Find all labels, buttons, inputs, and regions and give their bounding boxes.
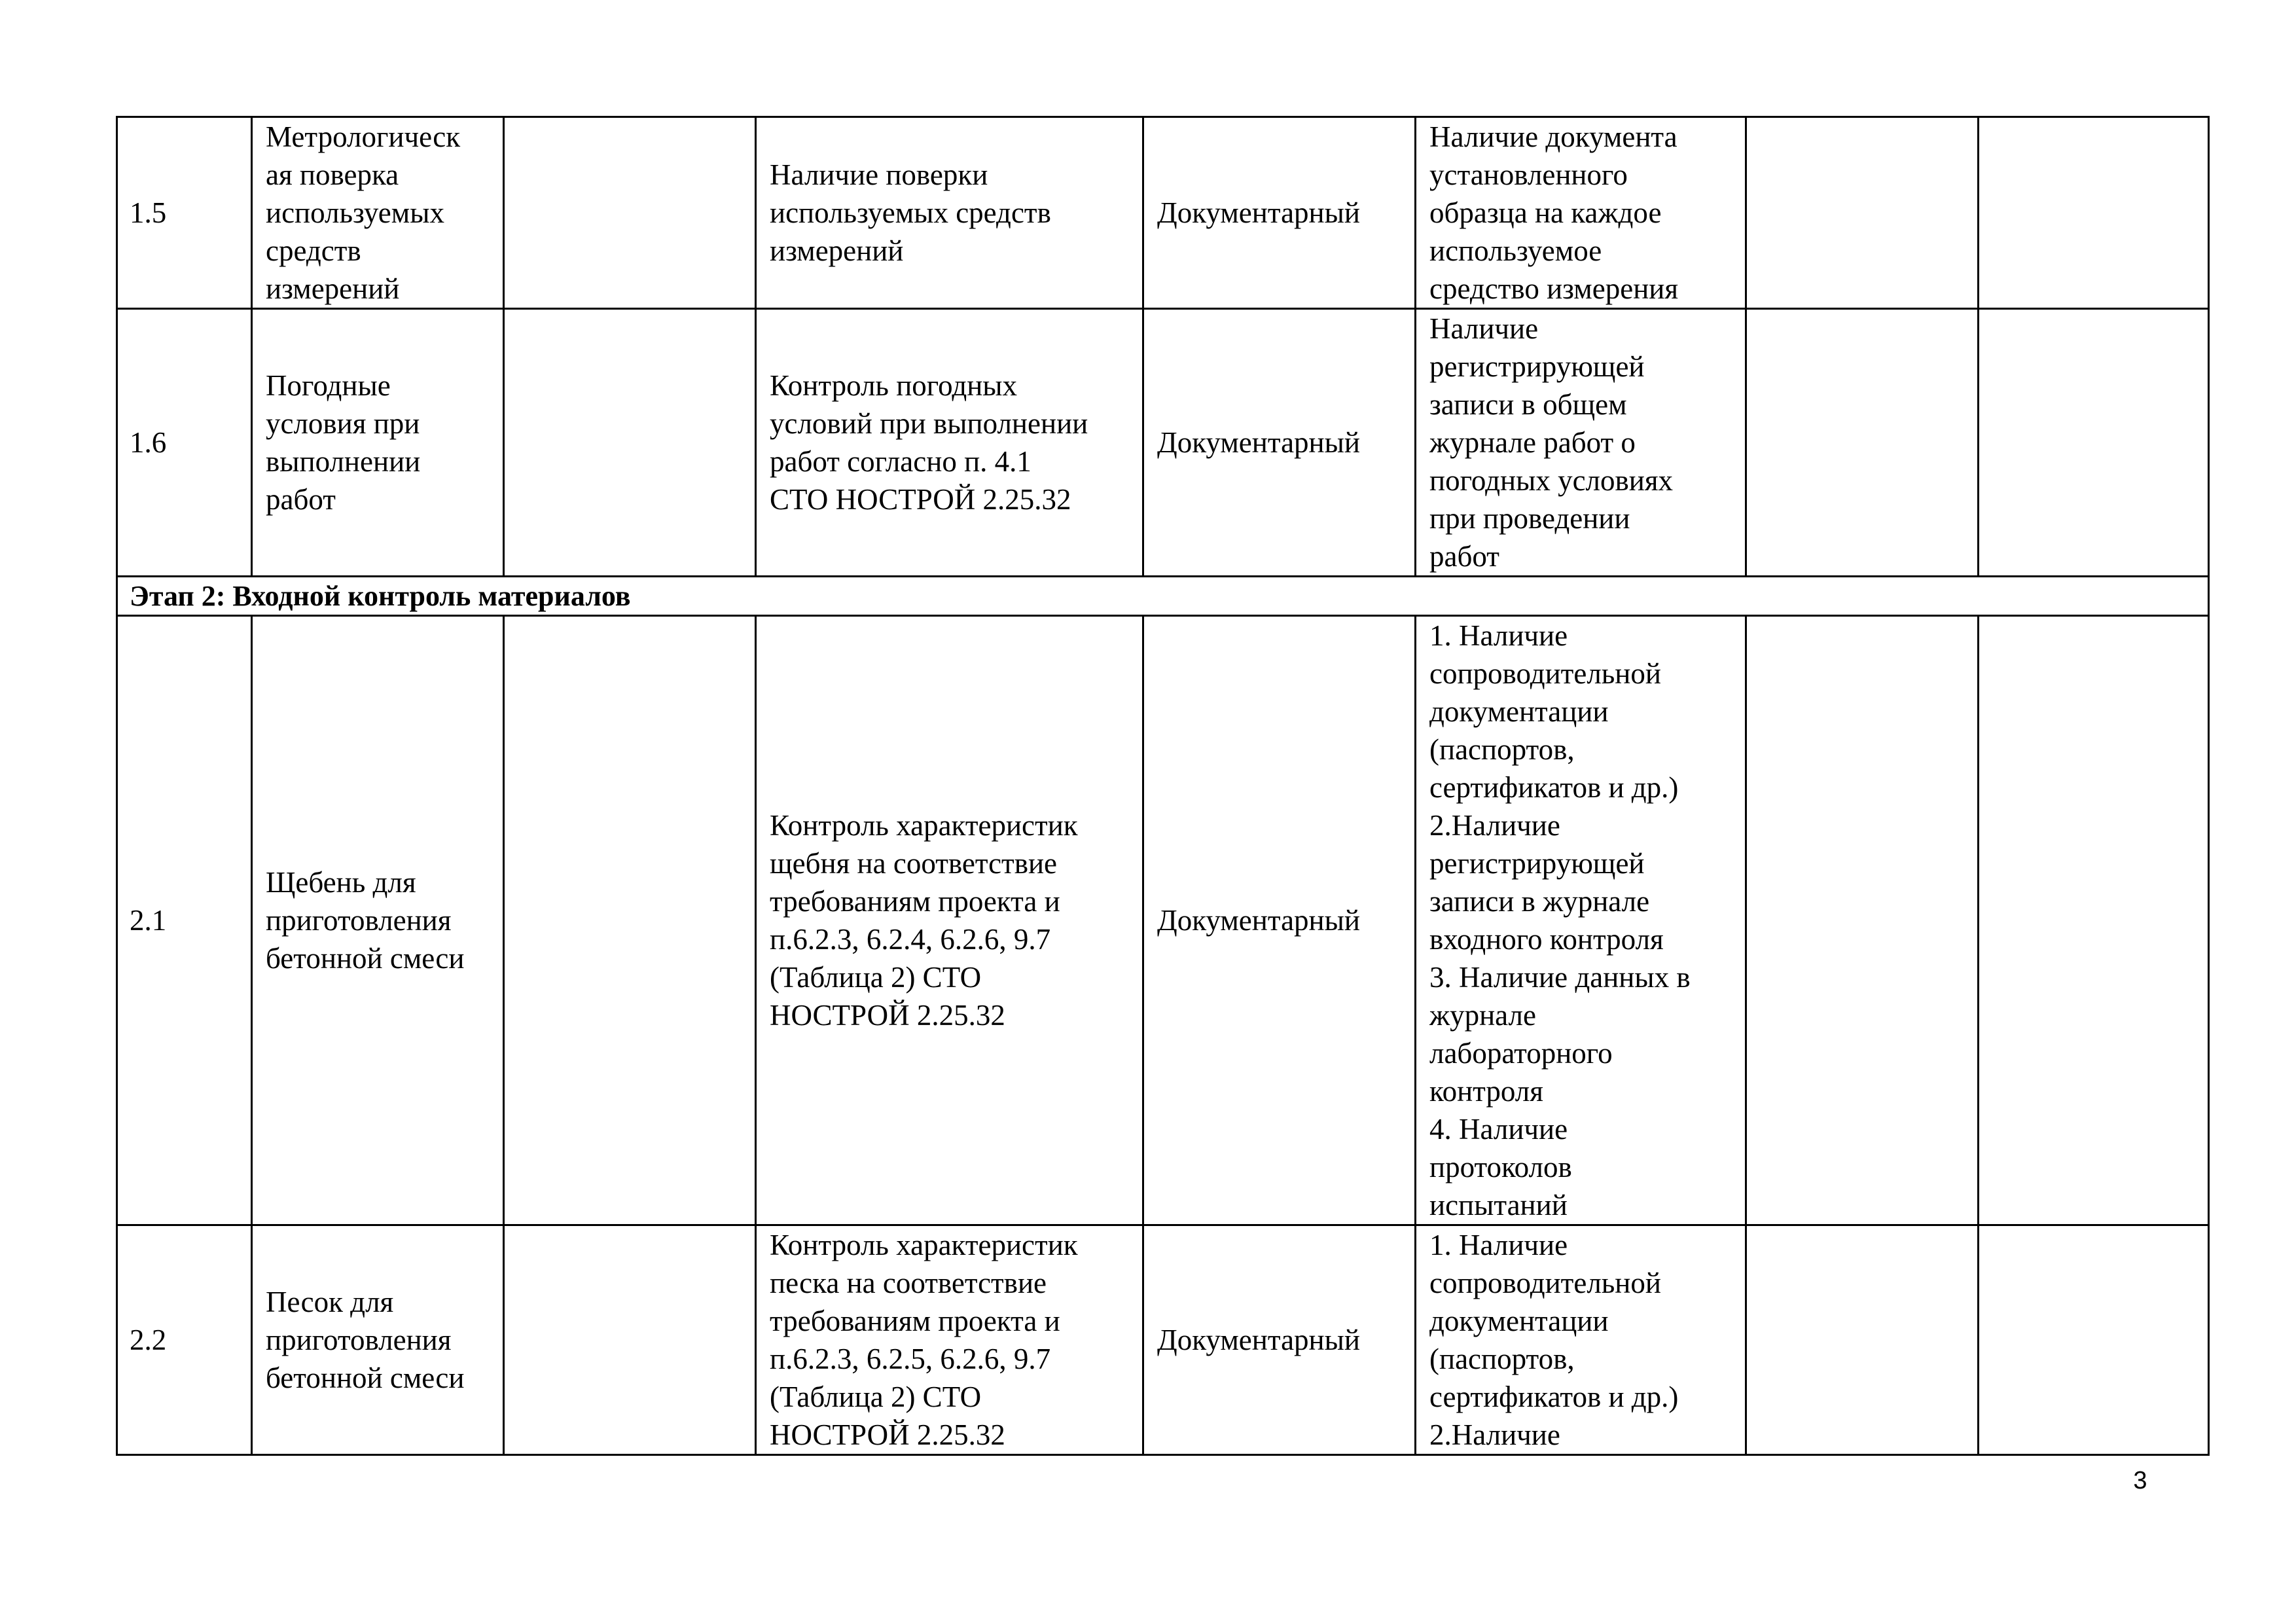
control-method: Документарный <box>1143 117 1416 309</box>
empty-cell <box>1746 309 1979 577</box>
control-method: Документарный <box>1143 616 1416 1225</box>
empty-cell <box>504 309 756 577</box>
control-method: Документарный <box>1143 309 1416 577</box>
row-number: 1.6 <box>117 309 252 577</box>
control-object: Погодные условия при выполнении работ <box>252 309 504 577</box>
control-object: Метрологическ ая поверка используемых средств измерений <box>252 117 504 309</box>
empty-cell <box>1979 1225 2209 1455</box>
control-evidence: Наличие документа установленного образца на каждое используемое средство измерения <box>1416 117 1746 309</box>
stage-title: Этап 2: Входной контроль материалов <box>117 577 2209 616</box>
table-row <box>117 1225 2209 1455</box>
control-evidence: 1. Наличие сопроводительной документации (паспортов, сертификатов и др.) 2.Наличие регистрирующей записи в журнале входного контроля 3. Наличие данных в журнале лабораторного контроля 4. Наличие протоколов испытаний <box>1416 616 1746 1225</box>
empty-cell <box>1979 117 2209 309</box>
control-object: Песок для приготовления бетонной смеси <box>252 1225 504 1455</box>
quality-control-table <box>116 116 2210 1456</box>
empty-cell <box>1746 1225 1979 1455</box>
control-description: Наличие поверки используемых средств измерений <box>756 117 1143 309</box>
control-evidence: 1. Наличие сопроводительной документации (паспортов, сертификатов и др.) 2.Наличие <box>1416 1225 1746 1455</box>
control-evidence: Наличие регистрирующей записи в общем журнале работ о погодных условиях при проведении работ <box>1416 309 1746 577</box>
table-row <box>117 309 2209 577</box>
page-number: 3 <box>2133 1467 2147 1494</box>
empty-cell <box>1979 616 2209 1225</box>
table-row <box>117 117 2209 309</box>
control-method: Документарный <box>1143 1225 1416 1455</box>
control-description: Контроль характеристик щебня на соответствие требованиям проекта и п.6.2.3, 6.2.4, 6.2.6, 9.7 (Таблица 2) СТО НОСТРОЙ 2.25.32 <box>756 616 1143 1225</box>
control-description: Контроль погодных условий при выполнении работ согласно п. 4.1 СТО НОСТРОЙ 2.25.32 <box>756 309 1143 577</box>
row-number: 2.2 <box>117 1225 252 1455</box>
control-description: Контроль характеристик песка на соответствие требованиям проекта и п.6.2.3, 6.2.5, 6.2.6, 9.7 (Таблица 2) СТО НОСТРОЙ 2.25.32 <box>756 1225 1143 1455</box>
empty-cell <box>1746 616 1979 1225</box>
empty-cell <box>1746 117 1979 309</box>
empty-cell <box>504 616 756 1225</box>
table-row <box>117 616 2209 1225</box>
empty-cell <box>1979 309 2209 577</box>
row-number: 2.1 <box>117 616 252 1225</box>
empty-cell <box>504 1225 756 1455</box>
row-number: 1.5 <box>117 117 252 309</box>
stage-header-row <box>117 577 2209 616</box>
control-object: Щебень для приготовления бетонной смеси <box>252 616 504 1225</box>
empty-cell <box>504 117 756 309</box>
